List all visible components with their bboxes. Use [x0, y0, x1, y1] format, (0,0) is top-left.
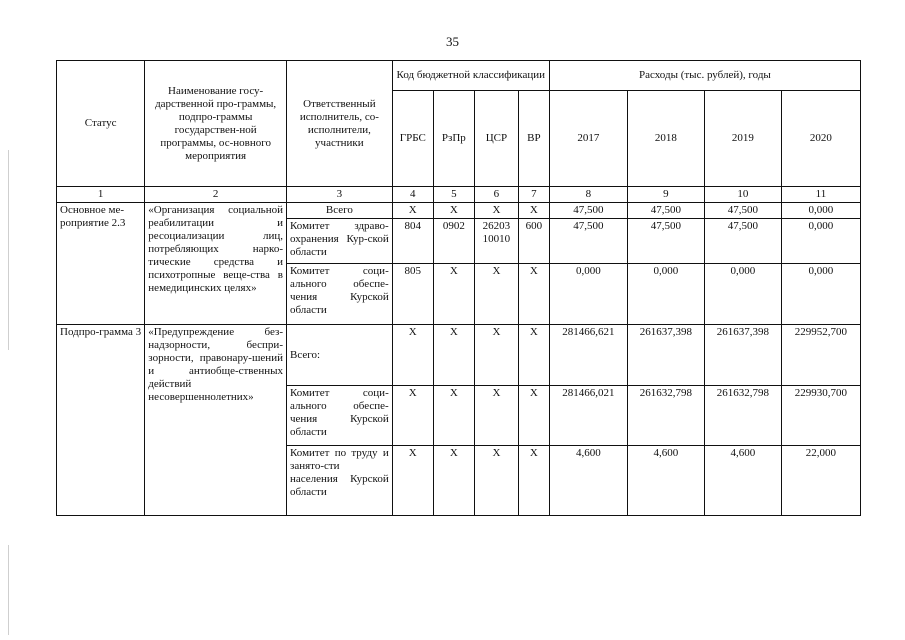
- value-2019: 47,500: [704, 219, 781, 264]
- header-expenses: Расходы (тыс. рублей), годы: [549, 61, 860, 91]
- value-2020: 229930,700: [781, 386, 860, 446]
- csr-cell: X: [474, 386, 518, 446]
- rzpr-cell: X: [433, 325, 474, 386]
- vr-cell: X: [519, 325, 550, 386]
- csr-cell: X: [474, 325, 518, 386]
- block2-status: Подпро-грамма 3: [57, 325, 145, 516]
- csr-cell: X: [474, 446, 518, 516]
- header-vr: ВР: [519, 91, 550, 187]
- value-2020: 22,000: [781, 446, 860, 516]
- vr-cell: X: [519, 264, 550, 325]
- vr-cell: X: [519, 203, 550, 219]
- grbs-cell: X: [392, 203, 433, 219]
- header-executor: Ответственный исполнитель, со-исполнители, участники: [286, 61, 392, 187]
- executor-cell: Комитет соци-ального обеспе-чения Курской области: [286, 386, 392, 446]
- grbs-cell: X: [392, 386, 433, 446]
- value-2017: 47,500: [549, 203, 627, 219]
- col-number: 6: [474, 187, 518, 203]
- value-2019: 47,500: [704, 203, 781, 219]
- value-2018: 261632,798: [627, 386, 704, 446]
- block1-status: Основное ме-роприятие 2.3: [57, 203, 145, 325]
- header-status: Статус: [57, 61, 145, 187]
- grbs-cell: 804: [392, 219, 433, 264]
- rzpr-cell: X: [433, 386, 474, 446]
- grbs-cell: X: [392, 325, 433, 386]
- block1-name: «Организация социальной реабилитации и ресоциализации лиц, потребляющих нарко-тические средства и психотропные веще-ства в немедицинских целях»: [145, 203, 287, 325]
- col-number: 3: [286, 187, 392, 203]
- vr-cell: X: [519, 446, 550, 516]
- value-2017: 281466,021: [549, 386, 627, 446]
- value-2017: 281466,621: [549, 325, 627, 386]
- table-row: [57, 203, 861, 219]
- header-csr: ЦСР: [474, 91, 518, 187]
- col-number: 8: [549, 187, 627, 203]
- budget-table: [56, 60, 861, 516]
- vr-cell: X: [519, 386, 550, 446]
- csr-cell: X: [474, 203, 518, 219]
- value-2019: 261632,798: [704, 386, 781, 446]
- value-2019: 0,000: [704, 264, 781, 325]
- value-2017: 0,000: [549, 264, 627, 325]
- header-row-top: [57, 61, 861, 91]
- scan-edge-mark-bottom: [8, 545, 9, 635]
- rzpr-cell: X: [433, 446, 474, 516]
- value-2019: 4,600: [704, 446, 781, 516]
- executor-cell: Всего: [286, 203, 392, 219]
- value-2018: 47,500: [627, 203, 704, 219]
- csr-cell: X: [474, 264, 518, 325]
- executor-cell: Комитет соци-ального обеспе-чения Курской области: [286, 264, 392, 325]
- column-number-row: [57, 187, 861, 203]
- csr-cell: 26203 10010: [474, 219, 518, 264]
- header-year-2020: 2020: [781, 91, 860, 187]
- value-2020: 0,000: [781, 219, 860, 264]
- block2-name: «Предупреждение без-надзорности, беспри-зорности, правонару-шений и антиобще-ственных действий несовершеннолетних»: [145, 325, 287, 516]
- col-number: 10: [704, 187, 781, 203]
- rzpr-cell: X: [433, 203, 474, 219]
- header-year-2018: 2018: [627, 91, 704, 187]
- grbs-cell: X: [392, 446, 433, 516]
- table-row: [57, 325, 861, 386]
- header-rzpr: РзПр: [433, 91, 474, 187]
- value-2017: 4,600: [549, 446, 627, 516]
- col-number: 7: [519, 187, 550, 203]
- executor-cell: Всего:: [286, 325, 392, 386]
- header-name: Наименование госу-дарственной про-граммы, подпро-граммы государствен-ной программы, ос-новного мероприятия: [145, 61, 287, 187]
- value-2017: 47,500: [549, 219, 627, 264]
- header-year-2019: 2019: [704, 91, 781, 187]
- vr-cell: 600: [519, 219, 550, 264]
- value-2020: 0,000: [781, 264, 860, 325]
- col-number: 5: [433, 187, 474, 203]
- value-2018: 47,500: [627, 219, 704, 264]
- col-number: 4: [392, 187, 433, 203]
- value-2019: 261637,398: [704, 325, 781, 386]
- header-year-2017: 2017: [549, 91, 627, 187]
- rzpr-cell: X: [433, 264, 474, 325]
- col-number: 1: [57, 187, 145, 203]
- executor-cell: Комитет по труду и занято-сти населения Курской области: [286, 446, 392, 516]
- value-2018: 0,000: [627, 264, 704, 325]
- executor-cell: Комитет здраво-охранения Кур-ской области: [286, 219, 392, 264]
- col-number: 2: [145, 187, 287, 203]
- page-number: 35: [446, 34, 459, 49]
- rzpr-cell: 0902: [433, 219, 474, 264]
- value-2020: 229952,700: [781, 325, 860, 386]
- grbs-cell: 805: [392, 264, 433, 325]
- col-number: 9: [627, 187, 704, 203]
- value-2018: 261637,398: [627, 325, 704, 386]
- value-2018: 4,600: [627, 446, 704, 516]
- col-number: 11: [781, 187, 860, 203]
- value-2020: 0,000: [781, 203, 860, 219]
- header-grbs: ГРБС: [392, 91, 433, 187]
- header-budget-code: Код бюджетной классификации: [392, 61, 549, 91]
- scan-edge-mark-top: [8, 150, 9, 350]
